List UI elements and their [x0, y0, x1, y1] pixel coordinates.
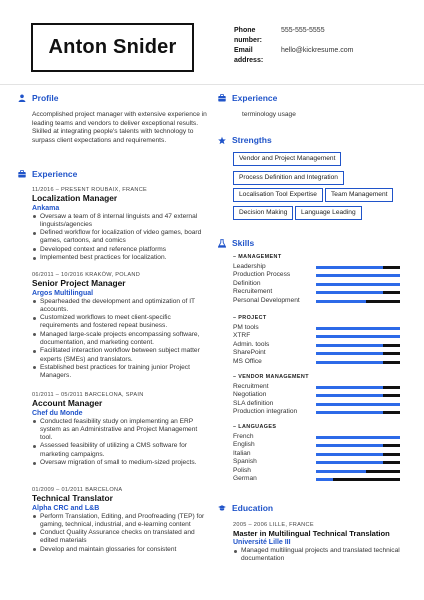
strength-tag: Language Leading	[295, 206, 362, 220]
skill-name: English	[233, 441, 255, 449]
skill-name: Definition	[233, 279, 261, 287]
skill-row	[233, 400, 403, 409]
skill-row	[233, 280, 403, 289]
list-item: Perform Translation, Editing, and Proofreading (TEP) for gaming, technical, industrial, and e-learning content	[32, 513, 210, 530]
skill-name: Personal Development	[233, 296, 300, 304]
contact-block	[234, 26, 353, 66]
job-title: Technical Translator	[32, 493, 113, 503]
skill-row	[233, 408, 403, 417]
skill-name: XTRF	[233, 332, 251, 340]
skill-level-bar	[316, 478, 400, 481]
phone-label: Phone number:	[234, 27, 262, 44]
skill-row	[233, 467, 403, 476]
skill-row	[233, 458, 403, 467]
skill-level-bar	[316, 300, 400, 303]
skill-row	[233, 441, 403, 450]
list-item: Spearheaded the development and optimization of IT accounts.	[32, 298, 210, 315]
experience-heading-label: Experience	[32, 169, 78, 179]
job-title: Senior Project Manager	[32, 278, 126, 288]
skill-level-fill	[316, 470, 366, 473]
skill-name: Production Process	[233, 271, 291, 279]
list-item: Managed multilingual projects and translated technical documentation	[233, 547, 418, 564]
skill-level-fill	[316, 411, 383, 414]
skill-level-fill	[316, 274, 400, 277]
list-item: Facilitated interaction workflow between subject matter experts (SMEs) and translators.	[32, 347, 210, 364]
skill-row	[233, 391, 403, 400]
flask-icon	[218, 239, 226, 247]
skill-level-bar	[316, 266, 400, 269]
skill-level-bar	[316, 436, 400, 439]
skill-level-fill	[316, 335, 400, 338]
header-divider	[0, 84, 424, 85]
job-bullets	[32, 298, 210, 381]
skill-level-fill	[316, 361, 383, 364]
skill-level-fill	[316, 478, 333, 481]
job-entry	[32, 186, 210, 262]
skill-level-fill	[316, 344, 383, 347]
skill-row	[233, 297, 403, 306]
strength-tag: Localisation Tool Expertise	[233, 188, 323, 202]
list-item: Conduct Quality Assurance checks on translated and edited materials	[32, 529, 210, 546]
education-school: Université Lille III	[233, 539, 291, 546]
star-icon	[218, 136, 226, 144]
education-meta: 2005 – 2006 LILLE, FRANCE	[233, 522, 314, 528]
skill-name: SharePoint	[233, 349, 266, 357]
skill-group-title: – LANGUAGES	[233, 424, 277, 430]
skill-row	[233, 383, 403, 392]
skill-level-bar	[316, 403, 400, 406]
job-company: Chef du Monde	[32, 409, 83, 417]
skill-level-fill	[316, 444, 383, 447]
strength-tag: Vendor and Project Management	[233, 152, 341, 166]
name-box	[31, 23, 194, 72]
phone-row	[234, 26, 353, 46]
education-heading-label: Education	[232, 503, 274, 513]
job-company: Alpha CRC and L&B	[32, 504, 100, 512]
skill-level-fill	[316, 453, 383, 456]
job-title: Account Manager	[32, 398, 103, 408]
list-item: Implemented best practices for localization.	[32, 254, 210, 262]
skill-name: Polish	[233, 466, 251, 474]
experience-continued-label: Experience	[232, 93, 278, 103]
list-item: Customized workflows to meet client-specific requirements and fostered repeat business.	[32, 314, 210, 331]
skill-name: Recruitment	[233, 383, 269, 390]
skill-group-title: – VENDOR MANAGEMENT	[233, 374, 309, 380]
skill-level-bar	[316, 411, 400, 414]
experience-continued-heading	[218, 93, 277, 103]
skill-row	[233, 349, 403, 358]
skill-name: German	[233, 475, 257, 482]
experience-continued-text: terminology usage	[242, 111, 296, 118]
skills-heading	[218, 238, 254, 248]
strength-tag: Process Definition and Integration	[233, 171, 344, 185]
profile-heading	[18, 93, 58, 103]
briefcase-icon	[218, 94, 226, 102]
graduation-cap-icon	[218, 504, 226, 512]
experience-heading	[18, 169, 77, 179]
briefcase-icon	[18, 170, 26, 178]
skill-level-fill	[316, 327, 400, 330]
skill-level-bar	[316, 344, 400, 347]
skill-row	[233, 358, 403, 367]
skill-name: Negotiation	[233, 391, 267, 399]
skill-name: French	[233, 433, 254, 440]
skill-level-bar	[316, 386, 400, 389]
skill-row	[233, 450, 403, 459]
skill-level-bar	[316, 453, 400, 456]
skill-level-fill	[316, 386, 383, 389]
email-value[interactable]: hello@kickresume.com	[281, 47, 354, 54]
job-meta: 11/2016 – PRESENT ROUBAIX, FRANCE	[32, 187, 148, 193]
list-item: Oversaw a team of 8 internal linguists and 47 external linguists/agencies	[32, 213, 210, 230]
job-company: Ankama	[32, 204, 60, 212]
skill-row	[233, 475, 403, 484]
skill-row	[233, 324, 403, 333]
skill-name: Production integration	[233, 408, 298, 416]
job-bullets	[32, 213, 210, 263]
list-item: Oversaw migration of small to medium-sized projects.	[32, 459, 210, 467]
skill-level-bar	[316, 394, 400, 397]
skill-name: MS Office	[233, 357, 262, 365]
skill-level-fill	[316, 266, 383, 269]
job-meta: 01/2011 – 05/2011 BARCELONA, SPAIN	[32, 392, 144, 398]
skill-name: Admin. tools	[233, 340, 270, 348]
job-entry	[32, 391, 210, 467]
job-meta: 01/2009 – 01/2011 BARCELONA	[32, 487, 123, 493]
skill-level-bar	[316, 361, 400, 364]
skill-name: Recruitement	[233, 288, 273, 296]
skill-level-bar	[316, 283, 400, 286]
job-bullets	[32, 418, 210, 468]
skill-name: SLA definition	[233, 399, 274, 407]
education-entry	[233, 521, 418, 564]
skill-level-fill	[316, 461, 383, 464]
skill-row	[233, 332, 403, 341]
profile-heading-label: Profile	[32, 93, 59, 103]
job-meta: 06/2011 – 10/2016 KRAKÓW, POLAND	[32, 272, 141, 278]
job-entry	[32, 271, 210, 380]
skill-level-bar	[316, 291, 400, 294]
list-item: Established best practices for training junior Project Managers.	[32, 364, 210, 381]
skill-name: Leadership	[233, 263, 266, 270]
skill-row	[233, 341, 403, 350]
profile-text: Accomplished project manager with extensive experience in leading teams and vendors to deliver exceptional results. Skilled at integrating people's talents with technology to surpass client expectations and requirements.	[32, 111, 207, 145]
skill-level-fill	[316, 300, 366, 303]
list-item: Managed large-scale projects encompassing software, documentation, and marketing content.	[32, 331, 210, 348]
skill-name: PM tools	[233, 324, 259, 331]
skill-level-bar	[316, 327, 400, 330]
list-item: Developed context and reference platforms	[32, 246, 210, 254]
skill-level-bar	[316, 461, 400, 464]
person-icon	[18, 94, 26, 102]
job-title: Localization Manager	[32, 193, 118, 203]
phone-value: 555-555-5555	[281, 27, 325, 34]
list-item: Conducted feasibility study on implementing an ERP system as an Administrative and Project Management tool.	[32, 418, 210, 443]
skill-group-title: – MANAGEMENT	[233, 254, 282, 260]
strengths-heading-label: Strengths	[232, 135, 272, 145]
job-bullets	[32, 513, 210, 554]
skill-row	[233, 263, 403, 272]
list-item: Develop and maintain glossaries for consistent	[32, 546, 210, 554]
skill-group-title: – PROJECT	[233, 315, 267, 321]
skill-name: Spanish	[233, 458, 257, 466]
education-degree: Master in Multilingual Technical Translation	[233, 529, 390, 538]
email-row	[234, 46, 353, 66]
skill-level-fill	[316, 394, 383, 397]
skill-row	[233, 271, 403, 280]
strength-tag: Decision Making	[233, 206, 293, 220]
education-bullets	[233, 547, 418, 564]
strength-tag: Team Management	[325, 188, 393, 202]
list-item: Assessed feasibility of utilizing a CMS software for marketing campaigns.	[32, 442, 210, 459]
skill-level-fill	[316, 403, 400, 406]
skill-level-fill	[316, 436, 400, 439]
email-label: Email address:	[234, 47, 264, 64]
skill-level-bar	[316, 470, 400, 473]
education-heading	[218, 503, 273, 513]
skill-name: Italian	[233, 449, 251, 457]
job-entry	[32, 486, 210, 554]
skill-level-bar	[316, 444, 400, 447]
skill-level-bar	[316, 352, 400, 355]
skill-level-fill	[316, 352, 383, 355]
skill-level-bar	[316, 274, 400, 277]
candidate-name: Anton Snider	[48, 36, 177, 58]
job-company: Argos Multilingual	[32, 289, 94, 297]
skill-row	[233, 288, 403, 297]
skill-row	[233, 433, 403, 442]
list-item: Defined workflow for localization of video games, board games, cartoons, and comics	[32, 229, 210, 246]
skills-heading-label: Skills	[232, 238, 255, 248]
strengths-heading	[218, 135, 272, 145]
skill-level-fill	[316, 291, 383, 294]
skill-level-fill	[316, 283, 400, 286]
skill-level-bar	[316, 335, 400, 338]
